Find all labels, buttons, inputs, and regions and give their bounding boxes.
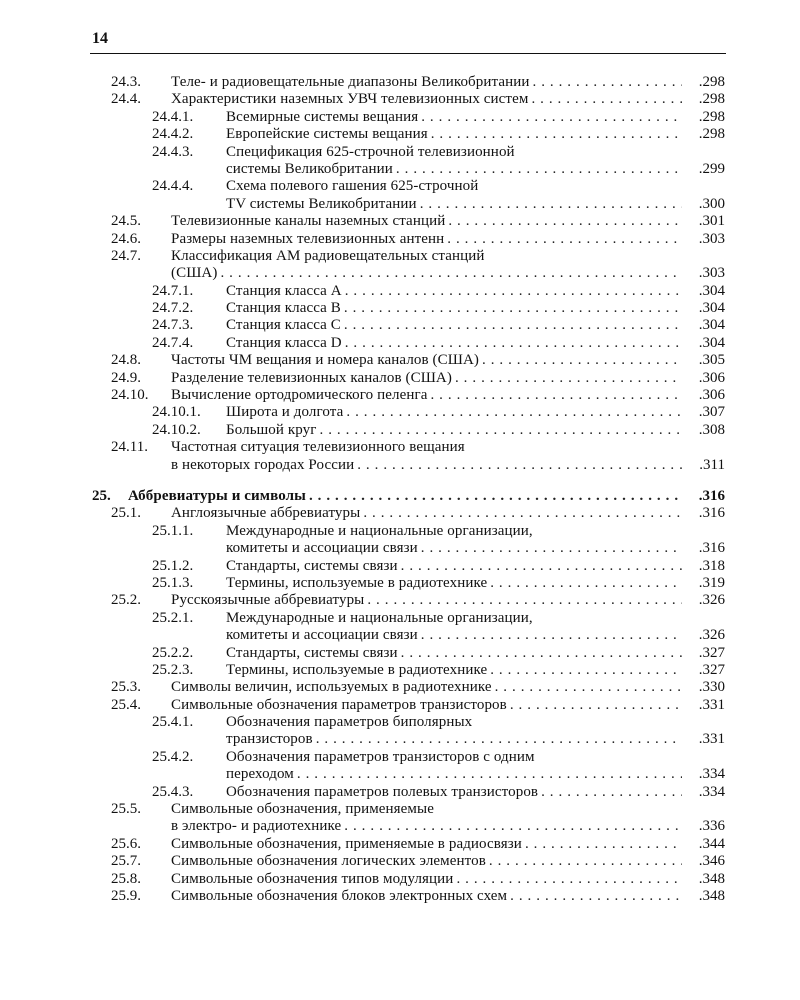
toc-entry-title: Символьные обозначения типов модуляции (171, 870, 454, 887)
toc-entry-page: .304 (698, 282, 725, 299)
toc-entry-number: 25.4.1. (152, 714, 194, 731)
toc-entry-page: .304 (698, 317, 725, 334)
toc-entry-number: 25.4. (111, 696, 141, 713)
toc-entry-number: 25.8. (111, 870, 141, 887)
toc-entry-number: 25.2.2. (152, 644, 194, 661)
toc-entry-number: 25.1.2. (152, 557, 194, 574)
toc-entry-page: .330 (698, 679, 725, 696)
toc-entry-number: 24.4.2. (152, 126, 194, 143)
toc-entry-number: 25.9. (111, 887, 141, 904)
toc-entry-title: Международные и национальные организации, (226, 522, 533, 539)
toc-entry-number: 24.8. (111, 352, 141, 369)
dot-leader (531, 91, 682, 108)
toc-entry-page: .326 (698, 592, 725, 609)
toc-entry-title: Схема полевого гашения 625-строчной (226, 178, 479, 195)
toc-entry (0, 283, 800, 300)
toc-entry (0, 387, 800, 404)
toc-entry-page: .331 (698, 731, 725, 748)
toc-entry (0, 370, 800, 387)
toc-entry-page: .331 (698, 696, 725, 713)
toc-entry-title: Широта и долгота (226, 404, 344, 421)
toc-entry-title: Международные и национальные организации, (226, 609, 533, 626)
toc-entry-title: Символьные обозначения, применяемые (171, 801, 434, 818)
toc-entry-title: Размеры наземных телевизионных антенн (171, 230, 445, 247)
toc-entry-number: 24.7. (111, 247, 141, 264)
toc-entry (0, 714, 800, 731)
dot-leader (490, 575, 682, 592)
toc-entry-title: Станция класса B (226, 300, 341, 317)
toc-entry-number: 24.5. (111, 213, 141, 230)
toc-entry-page: .346 (698, 853, 725, 870)
toc-entry (0, 836, 800, 853)
toc-entry (0, 523, 800, 540)
toc-entry-number: 24.4.1. (152, 108, 194, 125)
toc-entry-number: 24.9. (111, 369, 141, 386)
toc-entry-page: .303 (698, 265, 725, 282)
dot-leader (421, 627, 682, 644)
toc-entry-page: .348 (698, 870, 725, 887)
dot-leader (421, 540, 682, 557)
toc-entry-title: Спецификация 625-строчной телевизионной (226, 143, 515, 160)
toc-entry-page: .316 (698, 540, 725, 557)
toc-entry-page: .299 (698, 160, 725, 177)
dot-leader (346, 404, 682, 421)
dot-leader (344, 300, 682, 317)
toc-entry-number: 25.5. (111, 801, 141, 818)
toc-entry (0, 144, 800, 161)
toc-entry-title: Символьные обозначения параметров транзисторов (171, 696, 507, 713)
toc-entry-number: 25.4.3. (152, 783, 194, 800)
toc-entry-title: комитеты и ассоциации связи (226, 627, 418, 644)
toc-entry (0, 404, 800, 421)
dot-leader (316, 731, 682, 748)
toc-entry-number: 24.10. (111, 387, 149, 404)
toc-entry (0, 645, 800, 662)
toc-entry-page: .298 (698, 126, 725, 143)
toc-entry-title: в некоторых городах России (171, 456, 355, 473)
toc-entry (0, 853, 800, 870)
dot-leader (490, 662, 682, 679)
toc-entry-title: Символьные обозначения блоков электронных схем (171, 887, 508, 904)
dot-leader (297, 766, 682, 783)
toc-entry (0, 592, 800, 609)
toc-entry (0, 488, 800, 505)
toc-entry-title: Аббревиатуры и символы (128, 487, 306, 504)
toc-entry-title: Телевизионные каналы наземных станций (171, 213, 446, 230)
dot-leader (431, 126, 682, 143)
toc-entry-continuation (0, 540, 800, 557)
dot-leader (430, 387, 682, 404)
dot-leader (421, 109, 682, 126)
toc-entry-number: 25.4.2. (152, 748, 194, 765)
toc-entry-number: 24.7.2. (152, 300, 194, 317)
toc-entry-title: Европейские системы вещания (226, 126, 428, 143)
toc-entry-title: Термины, используемые в радиотехнике (226, 661, 488, 678)
toc-entry (0, 231, 800, 248)
dot-leader (482, 352, 682, 369)
toc-entry-continuation (0, 731, 800, 748)
dot-leader (345, 335, 682, 352)
toc-entry (0, 749, 800, 766)
toc-entry-title: Частоты ЧМ вещания и номера каналов (США) (171, 352, 479, 369)
dot-leader (401, 558, 682, 575)
toc-entry-title: Термины, используемые в радиотехнике (226, 574, 488, 591)
toc-entry-page: .344 (698, 835, 725, 852)
toc-entry-page: .319 (698, 574, 725, 591)
toc-entry-title: Большой круг (226, 421, 317, 438)
toc-entry (0, 126, 800, 143)
toc-entry-title: Обозначения параметров транзисторов с одним (226, 748, 535, 765)
toc-entry-page: .301 (698, 213, 725, 230)
dot-leader (448, 213, 682, 230)
toc-entry (0, 679, 800, 696)
toc-entry-page: .304 (698, 300, 725, 317)
toc-entry-page: .307 (698, 404, 725, 421)
toc-entry-continuation (0, 457, 800, 474)
dot-leader (396, 161, 682, 178)
toc-entry-page: .326 (698, 627, 725, 644)
dot-leader (533, 74, 683, 91)
toc-entry-title: Обозначения параметров полевых транзисторов (226, 783, 539, 800)
toc-entry-number: 25.3. (111, 679, 141, 696)
toc-entry (0, 888, 800, 905)
toc-entry-page: .303 (698, 230, 725, 247)
toc-entry-title: Характеристики наземных УВЧ телевизионных систем (171, 91, 529, 108)
dot-leader (220, 265, 682, 282)
toc-entry-title: Всемирные системы вещания (226, 108, 419, 125)
toc-entry-page: .327 (698, 644, 725, 661)
toc-entry-page: .318 (698, 557, 725, 574)
toc-entry-page: .327 (698, 661, 725, 678)
toc-entry-title: Символьные обозначения, применяемые в радиосвязи (171, 835, 522, 852)
dot-leader (367, 592, 682, 609)
header-rule (90, 53, 726, 54)
toc-entry-number: 24.10.2. (152, 421, 201, 438)
toc-entry (0, 352, 800, 369)
toc-entry-page: .334 (698, 783, 725, 800)
page-number: 14 (92, 30, 108, 47)
toc-entry-title: Стандарты, системы связи (226, 644, 398, 661)
dot-leader (401, 645, 682, 662)
toc-entry-page: .311 (699, 456, 725, 473)
toc-entry (0, 248, 800, 265)
toc-entry-number: 24.11. (111, 439, 148, 456)
toc-entry (0, 109, 800, 126)
toc-entry-number: 24.3. (111, 74, 141, 90)
toc-entry-number: 25.1.1. (152, 522, 194, 539)
toc-entry-continuation (0, 161, 800, 178)
toc-entry-page: .298 (698, 108, 725, 125)
toc-entry (0, 178, 800, 195)
toc-entry-title: Обозначения параметров биполярных (226, 714, 473, 731)
toc-entry (0, 801, 800, 818)
dot-leader (344, 818, 682, 835)
toc-entry-number: 25. (92, 487, 111, 504)
dot-leader (309, 488, 682, 505)
toc-entry-title: Разделение телевизионных каналов (США) (171, 369, 452, 386)
dot-leader (344, 317, 682, 334)
dot-leader (489, 853, 682, 870)
toc-entry-title: Русскоязычные аббревиатуры (171, 592, 365, 609)
toc-entry-page: .336 (698, 818, 725, 835)
toc-entry-number: 25.2. (111, 592, 141, 609)
dot-leader (455, 370, 682, 387)
dot-leader (420, 196, 682, 213)
toc-entry (0, 91, 800, 108)
toc-entry (0, 439, 800, 456)
toc-entry-number: 24.7.4. (152, 334, 194, 351)
toc-entry-number: 25.1.3. (152, 574, 194, 591)
toc-entry-title: в электро- и радиотехнике (171, 818, 342, 835)
toc-entry-title: транзисторов (226, 731, 313, 748)
dot-leader (363, 505, 682, 522)
toc-entry-continuation (0, 766, 800, 783)
toc-entry-number: 24.6. (111, 230, 141, 247)
toc-entry-number: 24.7.1. (152, 282, 194, 299)
toc-entry-page: .316 (698, 487, 725, 504)
table-of-contents (0, 74, 800, 905)
toc-entry-title: Частотная ситуация телевизионного вещания (171, 439, 465, 456)
toc-entry-number: 24.10.1. (152, 404, 201, 421)
toc-entry-title: Теле- и радиовещательные диапазоны Великобритании (171, 74, 530, 90)
toc-entry-page: .316 (698, 505, 725, 522)
toc-entry-title: Англоязычные аббревиатуры (171, 505, 361, 522)
dot-leader (345, 283, 682, 300)
toc-entry (0, 74, 800, 91)
toc-entry-title: (США) (171, 265, 218, 282)
dot-leader (495, 679, 682, 696)
toc-entry (0, 575, 800, 592)
toc-entry-page: .334 (698, 766, 725, 783)
toc-entry-number: 24.4.3. (152, 143, 194, 160)
dot-leader (357, 457, 682, 474)
toc-entry-number: 25.2.1. (152, 609, 194, 626)
toc-entry-continuation (0, 196, 800, 213)
toc-entry-page: .306 (698, 387, 725, 404)
toc-entry (0, 335, 800, 352)
toc-entry-title: Станция класса D (226, 334, 342, 351)
toc-entry-continuation (0, 627, 800, 644)
toc-entry (0, 317, 800, 334)
toc-entry-title: Вычисление ортодромического пеленга (171, 387, 428, 404)
toc-entry (0, 213, 800, 230)
toc-entry-number: 25.6. (111, 835, 141, 852)
toc-entry-number: 24.7.3. (152, 317, 194, 334)
toc-entry-number: 25.1. (111, 505, 141, 522)
toc-entry-title: Классификация АМ радиовещательных станций (171, 247, 485, 264)
toc-entry-page: .305 (698, 352, 725, 369)
toc-entry (0, 422, 800, 439)
toc-entry-page: .298 (698, 74, 725, 90)
toc-entry-title: Станция класса А (226, 282, 342, 299)
toc-entry (0, 697, 800, 714)
toc-entry-page: .300 (698, 195, 725, 212)
toc-entry (0, 784, 800, 801)
toc-entry-number: 25.2.3. (152, 661, 194, 678)
toc-entry (0, 610, 800, 627)
dot-leader (510, 888, 682, 905)
dot-leader (456, 871, 682, 888)
toc-entry-continuation (0, 818, 800, 835)
dot-leader (510, 697, 682, 714)
toc-entry-title: Стандарты, системы связи (226, 557, 398, 574)
toc-entry-title: Символьные обозначения логических элементов (171, 853, 486, 870)
toc-entry-title: комитеты и ассоциации связи (226, 540, 418, 557)
toc-entry-continuation (0, 265, 800, 282)
toc-entry-title: Символы величин, используемых в радиотехнике (171, 679, 492, 696)
toc-entry (0, 505, 800, 522)
dot-leader (447, 231, 682, 248)
toc-entry-page: .298 (698, 91, 725, 108)
toc-entry-title: переходом (226, 766, 294, 783)
toc-entry-number: 24.4. (111, 91, 141, 108)
dot-leader (541, 784, 682, 801)
dot-leader (320, 422, 682, 439)
toc-entry-title: Станция класса C (226, 317, 341, 334)
toc-entry-number: 24.4.4. (152, 178, 194, 195)
dot-leader (525, 836, 682, 853)
toc-entry-page: .308 (698, 421, 725, 438)
toc-entry (0, 300, 800, 317)
toc-entry-page: .348 (698, 887, 725, 904)
toc-entry-title: TV системы Великобритании (226, 195, 417, 212)
toc-entry (0, 662, 800, 679)
toc-entry (0, 558, 800, 575)
toc-entry-number: 25.7. (111, 853, 141, 870)
toc-entry-page: .306 (698, 369, 725, 386)
toc-entry-page: .304 (698, 334, 725, 351)
toc-entry (0, 871, 800, 888)
toc-entry-title: системы Великобритании (226, 160, 393, 177)
